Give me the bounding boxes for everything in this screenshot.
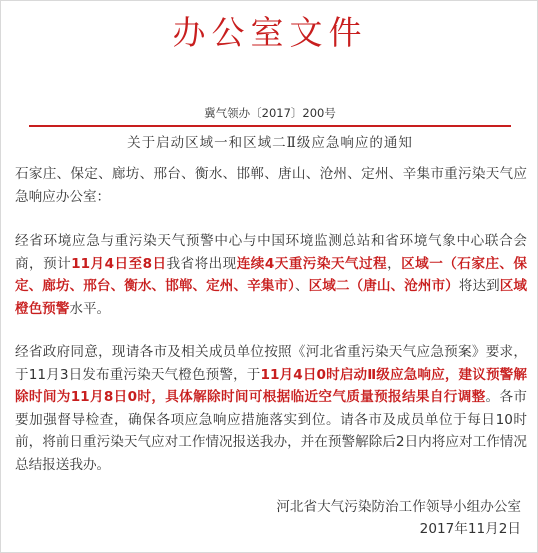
highlight-region-two: 区域二（唐山、沧州市）: [308, 278, 459, 294]
text-segment: 。各市要加强督导检查，确保各项应急响应措施落实到位。请各市及成员单位于每日10时前，将前日重污染天气应对工作情况报送我办，并在预警解除后2日内将应对工作情况总结报送我办。: [15, 389, 527, 473]
highlight-date-range: 11月4日至8日: [71, 255, 167, 272]
letterhead-title: 办公室文件: [172, 13, 368, 52]
signature-date: 2017年11月2日: [419, 521, 521, 537]
highlight-region-one: 区域一（石家庄、保定、廊坊、邢台、衡水、邯郸、定州、辛集市）: [15, 255, 528, 294]
highlight-pollution-event: 连续4天重污染天气过程: [236, 255, 388, 272]
notice-title: 关于启动区域一和区域二Ⅱ级应急响应的通知: [127, 135, 413, 151]
red-divider-line: [29, 125, 511, 127]
signature-organization: 河北省大气污染防治工作领导小组办公室: [276, 499, 521, 515]
text-segment: ，: [387, 255, 402, 272]
response-paragraph: [15, 341, 527, 476]
text-segment: 经省环境应急与重污染天气预警中心与中国环境监测总站和省环境气象中心联合会商，预计: [15, 233, 527, 272]
highlight-orange-alert: 区域橙色预警: [15, 278, 528, 317]
forecast-paragraph: [15, 230, 527, 320]
text-segment: 、: [294, 278, 309, 294]
highlight-response-timing: 11月4日0时启动Ⅱ级应急响应，建议预警解除时间为11月8日0时，具体解除时间可根据临近空气质量预报结果自行调整: [15, 366, 527, 405]
text-segment: 将达到: [458, 278, 500, 294]
document-number: 冀气领办〔2017〕200号: [204, 106, 336, 120]
text-segment: 我省将出现: [166, 255, 237, 272]
text-segment: 经省政府同意，现请各市及相关成员单位按照《河北省重污染天气应急预案》要求，于11月3日发布重污染天气橙色预警，于: [15, 344, 527, 383]
addressee-paragraph: 石家庄、保定、廊坊、邢台、衡水、邯郸、唐山、沧州、定州、辛集市重污染天气应急响应办公室：: [15, 166, 527, 205]
text-segment: 水平。: [69, 300, 111, 317]
